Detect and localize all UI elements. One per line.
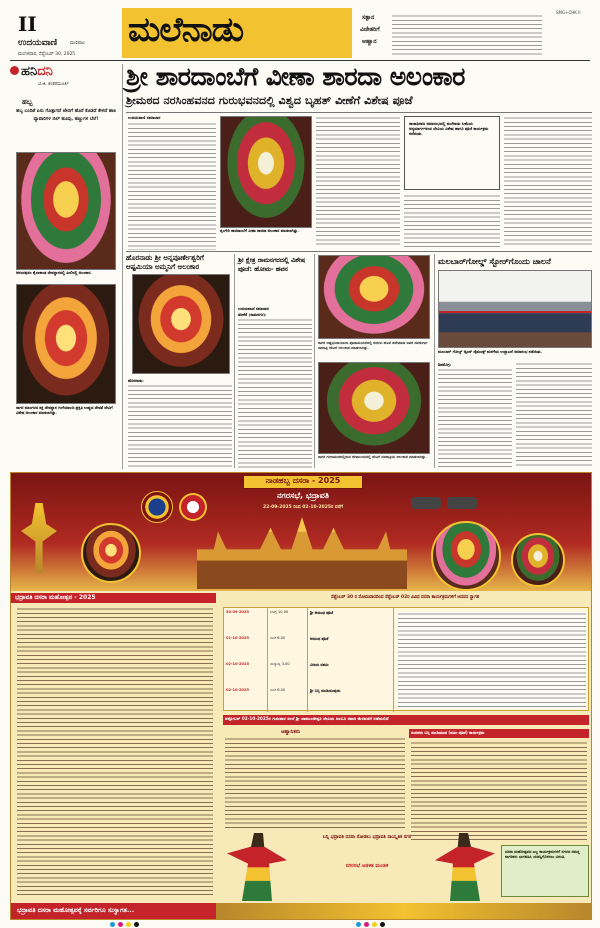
promo-label-1: ಸತ್ಪಾನ [362,14,375,21]
temple-photo-1 [16,152,116,270]
page-number: II [18,12,37,36]
table-time-3: ಮಧ್ಯಾಹ್ನ 3.00 [270,662,290,666]
malabar-photo [438,270,592,348]
logo-left-icon [141,491,173,523]
reg-dot-1 [110,922,115,927]
promo-text [392,14,542,56]
story4-caption-2: ಸಾಗರ ಗಂಗಾಮುರದಲ್ಲಿರುವ ದೇವಾಲಯದಲ್ಲಿ ದೇವಿಗೆ ನವರಾತ್ರಿಯ ಅಲಂಕಾರ ಮಾಡಲಾಗಿತ್ತು. [318,455,427,459]
invitees-list [225,737,405,829]
malabar-body-col-2 [516,362,592,468]
story3-body [238,318,312,468]
table-time-2: ಸಂಜೆ 6.00 [270,636,286,640]
print-code: SMG+CHK II [556,10,581,15]
table-events-col [308,608,394,712]
invite-line: ಸೆಪ್ಟೆಂಬರ್ 30 ರ ಸೋಮವಾರದಿಂದ ಸೆಪ್ಟೆಂಬರ್ 02ರ ವಿವಿಧ ದಸರಾ ಕಾರ್ಯಕ್ರಮಗಳಿಗೆ ಆದರದ ಸ್ವಾಗತ [330,595,480,600]
reg-dot-6 [364,922,369,927]
column-heading: ಹಬ್ಬ [22,98,33,106]
ashtabhuja-photo [318,255,430,339]
story3-dateline: ತರೀಕೆರೆ (ರಾಮನಗರ): [238,312,267,317]
right-info-box [501,845,589,897]
table-times-col [268,608,308,712]
table-date-2: 01-10-2025 [226,636,249,640]
registration-marks [0,920,600,928]
reg-dot-8 [380,922,385,927]
center-sign: ನಗರಸಭೆ ಆಡಳಿತ ಮಂಡಳಿ [345,863,389,869]
lead-body-col-3 [404,194,500,248]
column-brand [21,64,53,79]
malabar-headline: ಮಲಬಾರ್‌ಗೋಲ್ಡ್ ಸ್ಟೋರ್‌ಗೊಂದು ಚಾಲನೆ [438,257,551,266]
car-icon-right [447,497,477,509]
issue-date: ಮಂಗಳವಾರ, ಸೆಪ್ಟೆಂಬರ್ 30, 2025 [18,52,76,57]
story2-body [128,384,232,468]
table-date-4: 02-10-2025 [226,688,249,692]
reg-dot-2 [118,922,123,927]
footer-banner: ಭದ್ರಾವತಿ ದಸರಾ ಮಹೋತ್ಸವಕ್ಕೆ ಸರ್ವರಿಗೂ ಸುಸ್ವಾಗತ... [17,906,135,914]
masthead [0,0,600,62]
right-info-text: ದಸರಾ ಮಹೋತ್ಸವದ ಎಲ್ಲ ಕಾರ್ಯಕ್ರಮಗಳಿಗೆ ನಗರದ ಸಮಸ್ತ ನಾಗರಿಕರು ಭಾಗವಹಿಸಿ ಯಶಸ್ವಿಗೊಳಿಸಲು ವಿನಂತಿ. [505,849,580,859]
story2-lead-words: ಹೊರನಾಡು: [128,378,144,383]
lead-body-col-4 [504,116,592,248]
temple-medallion-right-icon [511,533,565,587]
column-caption-1: ಆನಂದಪುರಂ ಶೈಲಾಕಾಂತ ದೇವಸ್ಥಾನದಲ್ಲಿ ಹೀಲಿನಲ್ಲಿ ಅಲಂಕಾರ. [16,270,92,275]
reg-dot-4 [134,922,139,927]
story2-headline: ಹೊರನಾಡು ಶ್ರೀ ಅನ್ನಪೂರ್ಣೇಶ್ವರಿಗೆ ಆಷ್ಟಮಿಯಾ ಅಮ್ಮನಿಗೆ ಅಲಂಕಾರ [126,254,204,271]
column-verse: ಹಬ್ಬ ಬಂದಿತೆ ಏನು ಗೊತ್ತಾಗದೆ ಜೇಬಿಗೆ ಹೊರೆ ಕೊಡದೆ ಕೇಳದೆ ಹಾಕಿ ವ್ಯಾಪಾರಿಗಳ ಬಿಲ್ ಹೂವು, ಹಣ್ಣುಗಳ ಬೆಲೆ! [16,109,116,122]
table-event-2: ಆಯುಧ ಪೂಜೆ [310,636,329,641]
table-details [398,612,586,708]
edition: ಮಣಿಪಾಲ [70,41,85,46]
footer-border [216,903,592,919]
hani-dani-column [10,64,120,469]
table-date-3: 02-10-2025 [226,662,249,666]
box-story [404,116,500,190]
invitees-title: ಆಹ್ವಾನಿತರು [281,729,301,735]
malabar-lead-words: ಶಿವಮೊಗ್ಗ: [438,362,452,367]
temple-photo-2 [16,284,116,404]
column-brand-prefix: ಹನಿ [21,64,38,79]
schedule-title: ಭದ್ರಾವತಿ ದಸರಾ ಮಹೋತ್ಸವ - 2025 [15,594,96,601]
advert-city: ನಗರಸಭೆ, ಭದ್ರಾವತಿ [276,491,330,500]
center-verse: ಬನ್ನಿ ಭದ್ರಾವತಿ ದಸರಾ ನೋಡಲು ಭದ್ರಾವತಿ ಸಾಂಸ್ಕೃತಿಕ ನಗರ [322,835,412,840]
lead-subheadline: ಶ್ರೀಮಠದ ನರಸಿಂಹವನದ ಗುರುಭವನದಲ್ಲಿ ವಿಶ್ವದ ಬೃಹತ್ ವೀಣೆಗೆ ವಿಶೇಷ ಪೂಜೆ [126,94,413,107]
table-time-1: ಬೆಳಗ್ಗೆ 10.00 [270,610,289,614]
advert-banner: ನಾಡಹಬ್ಬ ದಸರಾ - 2025 [265,476,341,485]
table-time-4: ಸಂಜೆ 6.00 [270,688,286,692]
table-event-3: ವಿಜಯ ದಶಮಿ [310,662,329,667]
story3-byline: ಉದಯವಾಣಿ ಸಮಾಚಾರ [238,306,269,311]
goddess-medallion-right-icon [431,521,501,591]
promo-label-3: ಆಹ್ವಾನ [362,38,377,45]
story3-headline: ಶ್ರೀ ಕ್ಷೇತ್ರ ರಾಮನಗರದಲ್ಲಿ ವಿಶೇಷ ಪೂಜೆ: ಹೋಮ- ಹವನ [238,256,306,273]
column-author: ಟಿ.ಜಿ. ಶಂಕರಮೂರ್ತಿ [38,82,69,87]
paper-name: ಉದಯವಾಣಿ [18,38,58,48]
lead-body-col-1 [128,122,216,250]
lead-byline: ಉದಯವಾಣಿ ಸಮಾಚಾರ [128,115,161,120]
malabar-ribbon [439,311,592,313]
story4-caption-1: ಸಾಗರ ಅಷ್ಟಭುಜಾಂಬಾಲಾ ಪೂಜಾಮಂದಿರದಲ್ಲಿ ಕುರುಳು ಹೊಳೆ ಹಳೇಮಾಡಿ ಅವರ ನವದುರ್ಗಾ ನವರಾತ್ರಿ ದೇವಿಗೆ ಅಲಂಕಾರ ಮಾಡಲಾಗಿತ್ತು. [318,341,428,350]
dancer-left-icon [227,833,287,901]
right-title: ಸಂಸದರು ಬನ್ನಿ ಮುಡಿಯುವ (ಶಮೀ ಪೂಜೆ) ಕಾರ್ಯಕ್ರಮ [411,730,485,735]
table-date-1: 30-09-2025 [226,610,249,614]
reg-dot-7 [372,922,377,927]
dancer-right-icon [435,833,495,901]
dasara-advert [10,472,592,920]
gangamura-photo [318,362,430,454]
right-list [411,741,587,841]
car-icon-left [411,497,441,509]
lead-headline: ಶ್ರೀ ಶಾರದಾಂಬೆಗೆ ವೀಣಾ ಶಾರದಾ ಅಲಂಕಾರ [126,62,465,91]
malabar-caption: ಮಲಬಾರ್ ಗೋಲ್ಡ್ ಆ್ಯಂಡ್ ಡೈಮಂಡ್ಸ್ ಮಳಿಗೆಯ ಉದ್ಘಾಟನೆ ಸಮಾರಂಭ ನಡೆಯಿತು. [438,349,543,354]
column-logo-icon [10,66,19,75]
section-title: ಮಲೆನಾಡು [128,10,244,50]
malabar-body-col-1 [438,368,512,468]
lead-photo-caption: ಶೃಂಗೇರಿ ಶಾರದಾಂಬೆಗೆ ವೀಣಾ ಶಾರದಾ ಅಲಂಕಾರ ಮಾಡಲಾಗಿತ್ತು. [220,228,299,233]
column-caption-2: ಸಾಗರ ಮಾಂಗಳದ ಶಕ್ತಿ ದೇವಸ್ಥಾನ ಗಂಗೆಯಾಲದಿ ಪ್ರಕೃತಿ ಉಪ್ಪುದ ದೇವತೆ ದೇವಿಗೆ ವಿಶೇಷ ಅಲಂಕಾರ ಮಾಡಲಾಗಿತ್ತು. [16,405,113,415]
table-event-4: ಶ್ರೀ ಬನ್ನಿ ಮುಡಿಯುವುದು [310,688,341,693]
lead-body-col-2 [316,116,400,248]
reg-dot-3 [126,922,131,927]
schedule-list [17,607,213,897]
table-event-1: ಶ್ರೀ ಆಯುಧ ಪೂಜೆ [310,610,334,615]
table-dates-col [224,608,268,712]
notice-text: ಅಕ್ಟೋಬರ್ 02-10-2025ರ ಗುರುವಾರ ಸಂಜೆ ಶ್ರೀ ಚಾಮುಂಡೇಶ್ವರಿ ದೇವಿಯ ಜಂಬೂ ಸವಾರಿ ಮೆರವಣಿಗೆ ನಡೆಯಲಿದೆ [225,716,389,721]
promo-label-2: ವಿಜೇತರಿಗೆ [360,26,380,33]
sharadamba-photo [220,116,312,228]
advert-dates: 22-09-2025 ರಿಂದ 02-10-2025ರ ವರೆಗೆ [263,505,343,510]
annapoorneshwari-photo [132,274,230,374]
column-brand-suffix: ದನಿ [37,64,53,79]
reg-dot-5 [356,922,361,927]
programme-table [223,607,589,711]
goddess-medallion-left-icon [81,523,141,583]
box-story-text: ರಾಜಾಧಿರಾಜ ಸಮಾರಂಭದಲ್ಲಿ ಮಲೆನಾಡು ಸೀಮೆಯ ಅನ್ಯಮಾರ್ಗಗಳಿಂದ ದೇವಿಯ ವಿಶೇಷ ಹಾಗೂ ಪೂಜೆ ಕಾರ್ಯಕ್ರಮ ನಡೆಯಿತು. [409,121,489,137]
logo-right-icon [179,493,207,521]
